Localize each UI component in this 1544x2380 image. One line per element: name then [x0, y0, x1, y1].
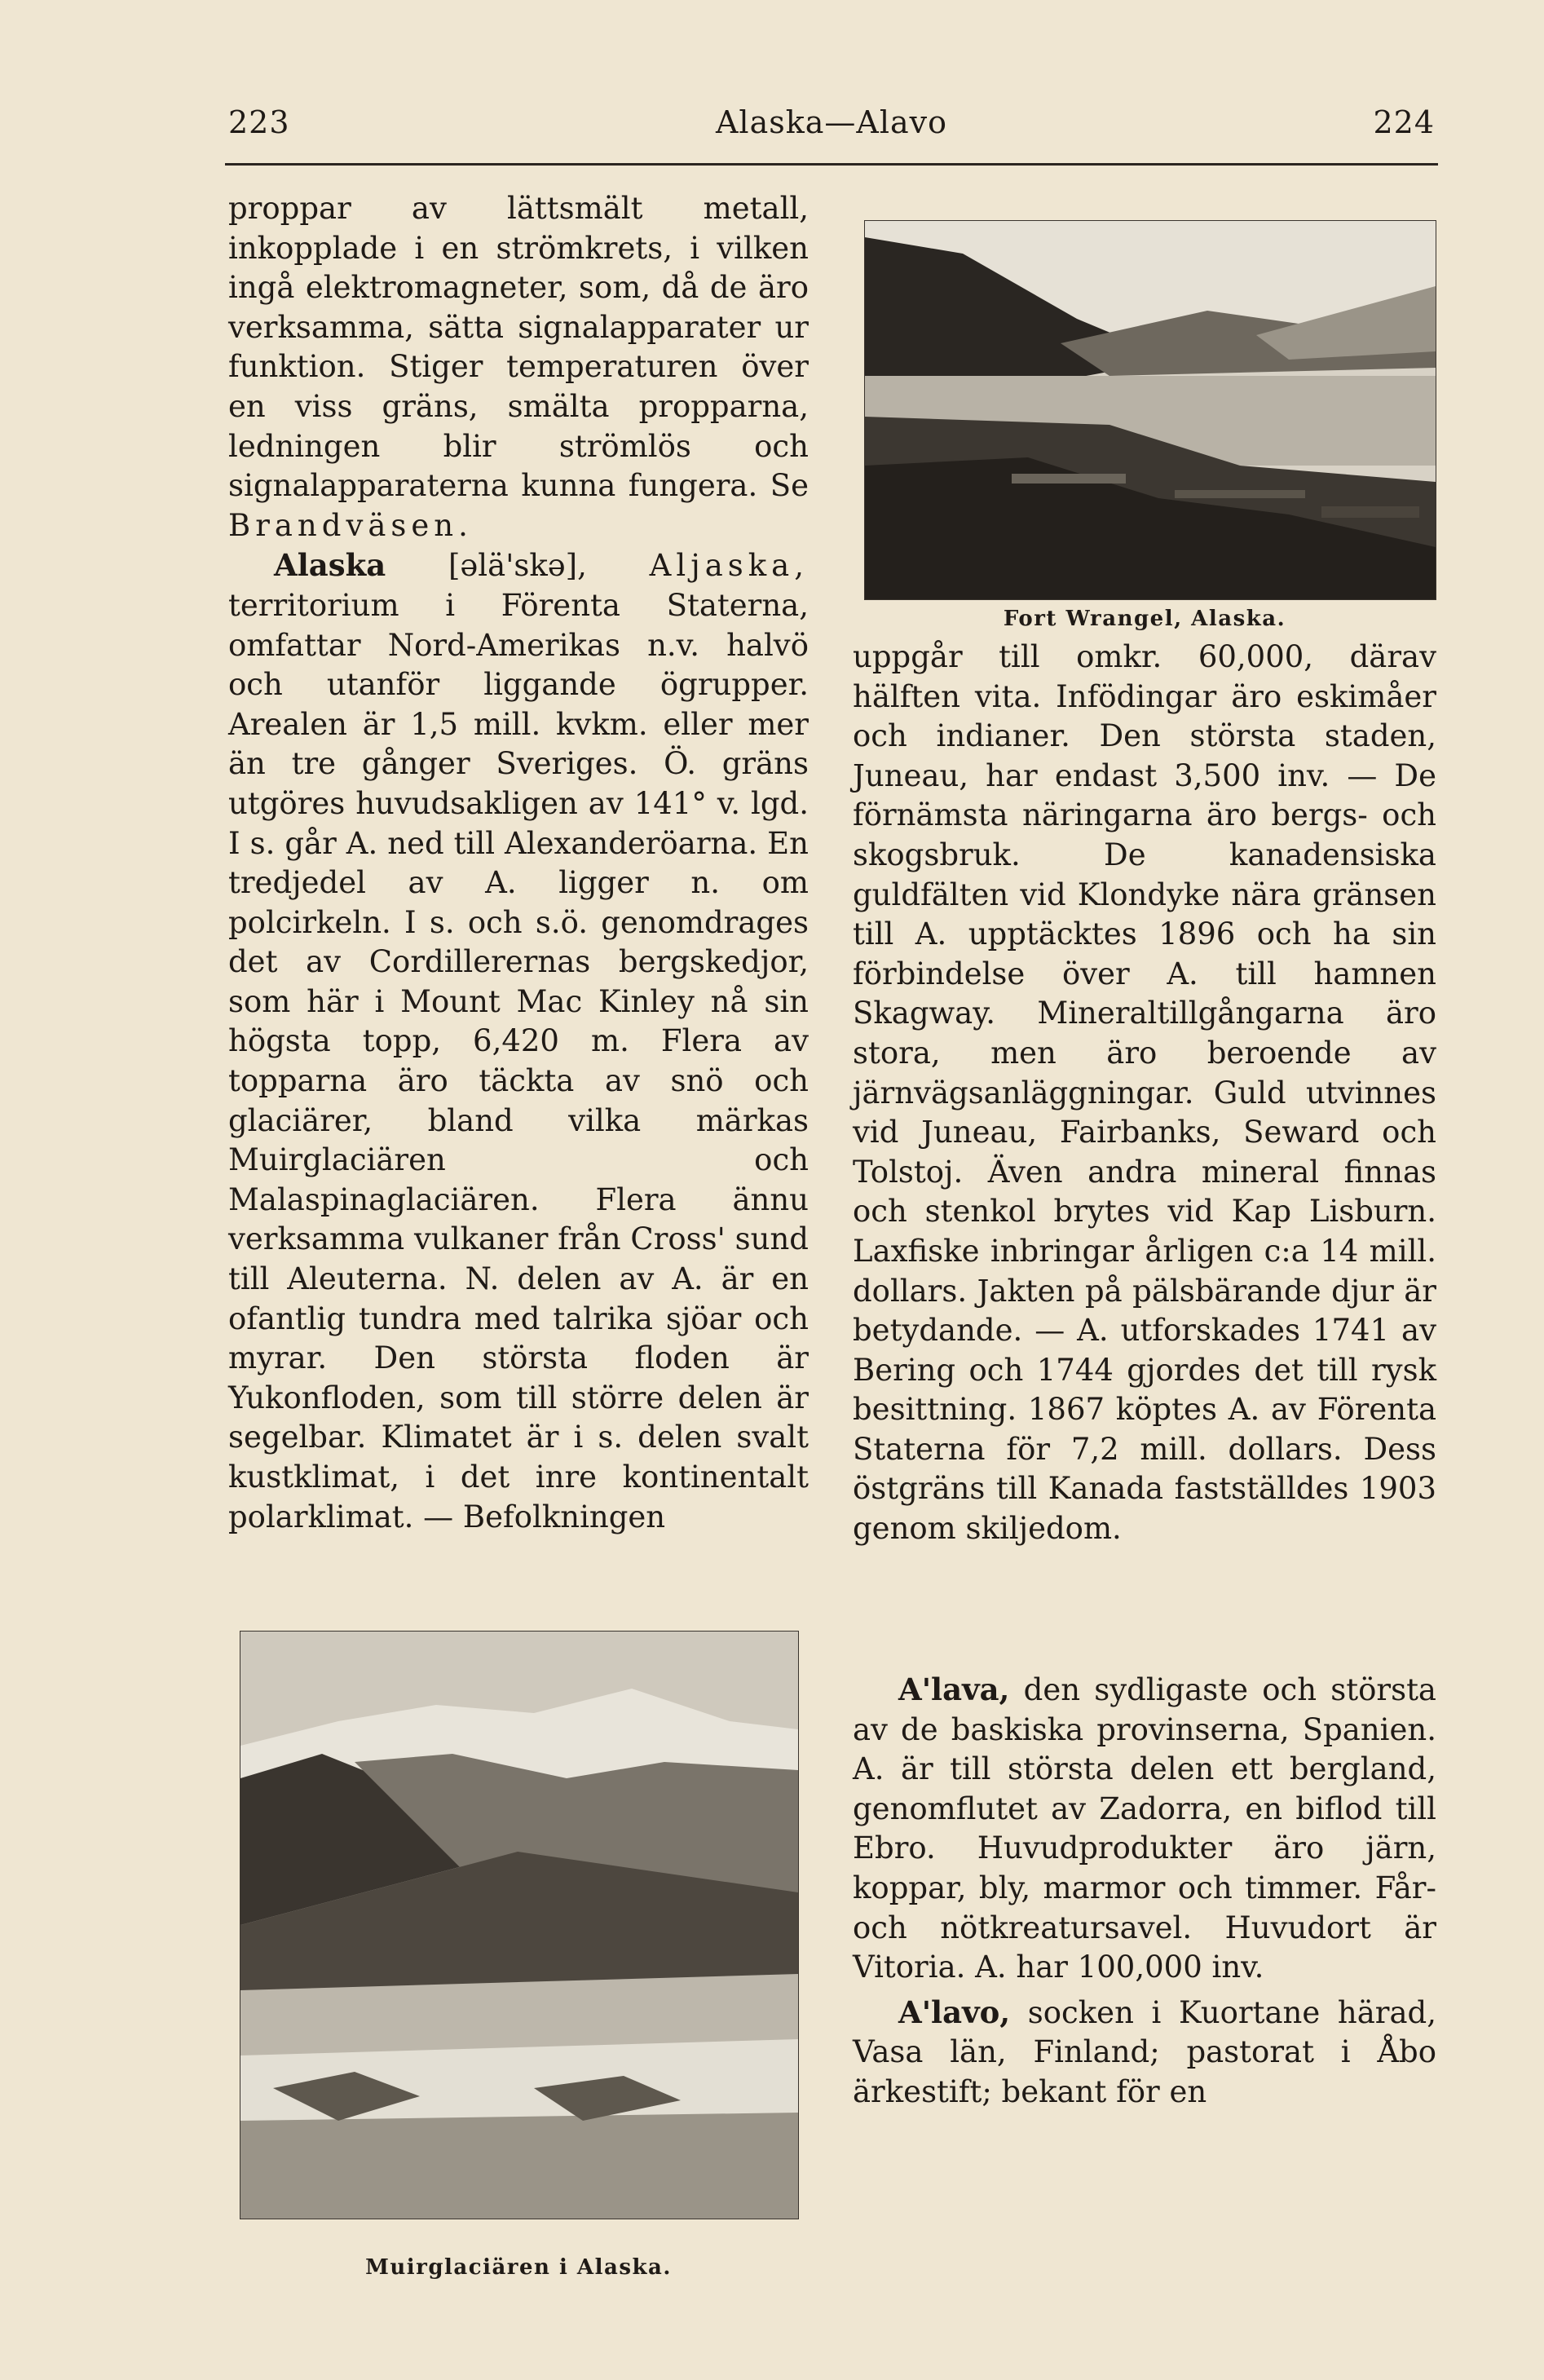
entry-alavo-body: socken i Kuortane härad, Vasa län, Finland; pastorat i Åbo ärkestift; bekant för en	[853, 1994, 1436, 2109]
paragraph-alaska-continued: uppgår till omkr. 60,000, därav hälften vita. Infödingar äro eskimåer och indianer. Den största staden, Juneau, har endast 3,500 inv. — De förnämsta näringarna äro bergs- och skogsbruk. De kanadensiska guldfälten vid Klondyke nära gränsen till A. upptäcktes 1896 och ha sin förbindelse över A. till hamnen Skagway. Mineraltillgångarna äro stora, men äro beroende av järnvägsanläggningar. Guld utvinnes vid Juneau, Fairbanks, Seward och Tolstoj. Även andra mineral finnas och stenkol brytes vid Kap Lisburn. Laxfiske inbringar årligen c:a 14 mill. dollars. Jakten på pälsbärande djur är betydande. — A. utforskades 1741 av Bering och 1744 gjordes det till rysk besittning. 1867 köptes A. av Förenta Staterna för 7,2 mill. dollars. Dess östgräns till Kanada fastställdes 1903 genom skiljedom.	[853, 639, 1436, 1547]
right-column-lower	[853, 1670, 1436, 2113]
caption-muir-glacier: Muirglaciären i Alaska.	[365, 2255, 672, 2280]
headword-alava: A'lava,	[898, 1671, 1010, 1707]
headword-alaska: Alaska	[274, 547, 386, 584]
running-title: Alaska—Alavo	[715, 104, 948, 140]
caption-fort-wrangel: Fort Wrangel, Alaska.	[1003, 607, 1286, 631]
entry-alava	[853, 1670, 1436, 1988]
cross-reference: Brandväsen.	[228, 507, 473, 543]
continuation-text: proppar av lättsmält metall, inkopplade i en strömkrets, i vilken ingå elektromagneter, som, då de äro verksamma, sätta signalapparater ur funktion. Stiger temperaturen över en viss gräns, smälta propparna, ledningen blir strömlös och signalapparaterna kunna fungera. Se	[228, 191, 809, 504]
page-number-right: 224	[1373, 104, 1435, 140]
fort-wrangel-illustration	[865, 221, 1436, 599]
paragraph-continuation	[228, 189, 809, 545]
alternate-name: Aljaska,	[649, 548, 809, 584]
photo-fort-wrangel	[864, 220, 1436, 600]
entry-alaska	[228, 545, 809, 1537]
left-column	[228, 189, 809, 1537]
pronunciation: [əlä'skə],	[386, 548, 650, 584]
right-column	[853, 638, 1436, 1549]
photo-muir-glacier	[240, 1631, 799, 2219]
page-header	[228, 104, 1435, 153]
entry-alava-body: den sydligaste och största av de baskiska provinserna, Spanien. A. är till största delen ett bergland, genomflutet av Zadorra, en biflod till Ebro. Huvudprodukter äro järn, koppar, bly, marmor och timmer. Får- och nötkreatursavel. Huvudort är Vitoria. A. har 100,000 inv.	[853, 1672, 1436, 1985]
muir-glacier-illustration	[240, 1632, 798, 2219]
entry-alaska-body: territorium i Förenta Staterna, omfattar Nord-Amerikas n.v. halvö och utanför liggande ögrupper. Arealen är 1,5 mill. kvkm. eller mer än tre gånger Sveriges. Ö. gräns utgöres huvudsakligen av 141° v. lgd. I s. går A. ned till Alexanderöarna. En tredjedel av A. ligger n. om polcirkeln. I s. och s.ö. genomdrages det av Cordillerernas bergskedjor, som här i Mount Mac Kinley nå sin högsta topp, 6,420 m. Flera av topparna äro täckta av snö och glaciärer, bland vilka märkas Muirglaciären och Malaspinaglaciären. Flera ännu verksamma vulkaner från Cross' sund till Aleuterna. N. delen av A. är en ofantlig tundra med talrika sjöar och myrar. Den största floden är Yukonfloden, som till större delen är segelbar. Klimatet är i s. delen svalt kustklimat, i det inre kontinentalt polarklimat. — Befolkningen	[228, 587, 809, 1534]
entry-alavo	[853, 1993, 1436, 2113]
page-number-left: 223	[228, 104, 290, 140]
headword-alavo: A'lavo,	[898, 1994, 1011, 2030]
header-rule	[225, 163, 1438, 166]
